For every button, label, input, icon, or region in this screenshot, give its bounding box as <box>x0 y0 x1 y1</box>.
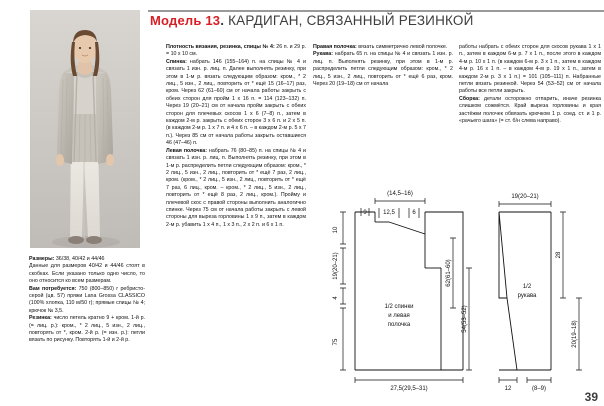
text-column-3 <box>313 44 453 88</box>
paragraph <box>29 256 145 263</box>
model-title-text: КАРДИГАН, СВЯЗАННЫЙ РЕЗИНКОЙ <box>228 13 474 28</box>
schem-label-left-4: 4 <box>333 296 339 300</box>
paragraph-heading: Размеры: <box>29 256 55 262</box>
schem-sleeve-right-28: 28 <box>556 251 562 259</box>
paragraph-heading: Левая полочка: <box>166 147 207 154</box>
paragraph-heading: Правая полочка: <box>313 44 357 50</box>
schem-sleeve-center-line2: рукава <box>517 293 537 299</box>
text-column-left <box>29 256 145 345</box>
schem-center-line2: и левая <box>388 313 410 319</box>
schem-sleeve-bottom-bracket: (8–9) <box>531 386 547 392</box>
schem-sleeve-bottom-12: 12 <box>504 386 512 392</box>
schem-label-top-bracket: (14,5–16) <box>387 191 413 197</box>
paragraph-body: набрать 65 п. на спицы № 4 и связать 1 изн. р. лиц. п. Выполнять резинку, при этом в 1-м р. распределить петли следующим образом: кром., * 2 лиц., 5 изн., 2 лиц., повторить от * ещё 6 раз, кром. Через 20 (19–18) см от начала <box>313 51 453 88</box>
model-photo <box>30 10 140 248</box>
paragraph <box>29 315 145 345</box>
schem-label-left-19: 19(20–21) <box>333 252 339 280</box>
schem-center-line3: полочка <box>387 322 411 328</box>
paragraph-body: вязать симметрично левой полочке. <box>356 44 448 50</box>
schem-label-top-6: 6 <box>412 210 416 216</box>
model-number-label: Модель 13 <box>150 13 221 28</box>
paragraph <box>29 263 145 285</box>
text-column-4 <box>459 44 601 125</box>
paragraph <box>313 51 453 88</box>
title-separator: . <box>220 13 225 28</box>
paragraph-body: детали осторожно отпарить, иначе резинка слишком сожмётся. Край выреза горловины и края застёжки полочек обвязать крючком 1 р. соед. ст. и 1 р. «рачьего шага» (= ст. б/н слева направо). <box>459 95 601 125</box>
schem-label-top-9: 9 <box>363 210 367 216</box>
paragraph <box>166 44 306 59</box>
paragraph-body: число петель кратно 9 + кром. 1-й р. (= лиц. р.): кром., * 2 лиц., 5 изн., 2 лиц., повторять от *, кром. 2-й р. (= изн. р.): петли вязать по рисунку. Повторять 1-й и 2-й р. <box>29 315 145 344</box>
schem-label-top-12-5: 12,5 <box>383 210 395 216</box>
paragraph-heading: Резинка: <box>29 315 52 322</box>
header-rule <box>148 10 604 12</box>
paragraph-body: набрать 76 (80–85) п. на спицы № 4 и связать 1 изн. р. лиц. п. Выполнять резинку, при этом в 1-м р. распределить петли следующим образом: кром., * 2 лиц., 5 изн., 2 лиц., повторить от * ещё 7 раз, 2 лиц., кром. (кром., * 2 лиц., 5 изн., 2 лиц., повторить от * ещё 7 раз, 6 лиц., кром. – кром., * 2 лиц., 5 изн., 2 лиц., повторить от * ещё 8 раз, 2 лиц., кром.). Пройму и плечевой скос с правой стороны выполнить аналогично спинке. Через 75 см от начала работы закрыть с левой стороны для выреза горловины 1 x 9 п., затем в каждом 2-м р. убавить 1 x 4 п., 1 x 3 п., 2 x 2 п. и 6 x 1 п. <box>166 147 307 228</box>
schem-label-left-75: 75 <box>333 338 339 346</box>
paragraph-body: Данные для размеров 40/42 и 44/46 стоят в скобках. Если указано только одно число, то оно относится ко всем размерам. <box>29 263 145 285</box>
schematic-diagrams <box>313 148 604 398</box>
text-column-2 <box>166 44 306 229</box>
paragraph-body: 26 п. и 29 р. = 10 x 10 см. <box>166 44 307 58</box>
page-title <box>150 13 474 28</box>
paragraph-body: 750 (800–850) г ребристо-серой (цв. 57) пряжи Lana Grossa CLASSICO (100% хлопка, 110 м/50 г); прямые спицы № 4; крючок № 3,5. <box>29 285 145 314</box>
paragraph-heading: Вам потребуется: <box>29 285 77 292</box>
paragraph-body: 36/38, 40/42 и 44/46 <box>54 256 105 262</box>
paragraph-heading: Сборка: <box>459 95 480 102</box>
paragraph-body: работы набрать с обеих сторон для скосов рукава 1 x 1 п., затем в каждом 6-м р. 7 x 1 п., после этого в каждом 4-м р. 10 x 1 п. (в каждом 6-м р. 3 x 1 п., затем в каждом 4-м р. 16 x 1 п. – в каждом 4-м р. 19 x 1 п., затем в каждом 2-м р. 3 x 1 п.) = 101 (105–111) п. Набранные петли вязать резинкой. Через 54 (53–52) см от начала работы все петли закрыть. <box>459 44 601 95</box>
paragraph <box>166 148 306 229</box>
paragraph-heading: Рукава: <box>313 51 333 58</box>
paragraph <box>459 96 601 126</box>
page-header <box>148 10 604 32</box>
page-number: 39 <box>584 390 598 404</box>
schem-label-right-54: 54(53–52) <box>462 305 468 333</box>
paragraph-body: набрать 146 (155–164) п. на спицы № 4 и связать 1 изн. р. лиц. п. Далее выполнять резинку, при этом в 1-м р. вязать следующим образом: кром., * 2 лиц., 5 изн., 2 лиц., повторить от * ещё 15 (16–17) раз, кром. Через 62 (61–60) см от начала работы закрыть с обеих сторон для пройм 1 x 16 п. = 114 (123–132) п. Через 19 (20–21) см от начала пройм закрыть с обеих сторон для плечевых скосов 1 x 6 (7–8) п., затем в каждом 2-м р. закрыть с обеих сторон 3 x 6 п. и 2 x 5 п. (в каждом 2-м р. 1 x 7 п. и 4 x 6 п. – в каждом 2-м р. 5 x 7 п.). Через 85 см от начала работы закрыть оставшиеся 46 (47–46) п. <box>166 58 306 147</box>
schem-sleeve-top-label: 19(20–21) <box>511 194 539 200</box>
schem-sleeve-center-line1: 1/2 <box>522 284 532 290</box>
schem-label-bottom-back: 27,5(29,5–31) <box>390 386 428 392</box>
paragraph <box>166 59 306 148</box>
schem-sleeve-right-20: 20(19–18) <box>572 320 578 348</box>
paragraph-heading: Спинка: <box>166 58 187 65</box>
paragraph <box>29 286 145 316</box>
schem-label-left-10: 10 <box>333 226 339 234</box>
paragraph-heading: Плотность вязания, резинка, спицы № 4: <box>166 44 275 50</box>
paragraph <box>313 44 453 51</box>
schem-label-right-62: 62(61–60) <box>446 259 452 287</box>
paragraph <box>459 44 601 96</box>
schem-center-line1: 1/2 спинки <box>384 304 414 310</box>
